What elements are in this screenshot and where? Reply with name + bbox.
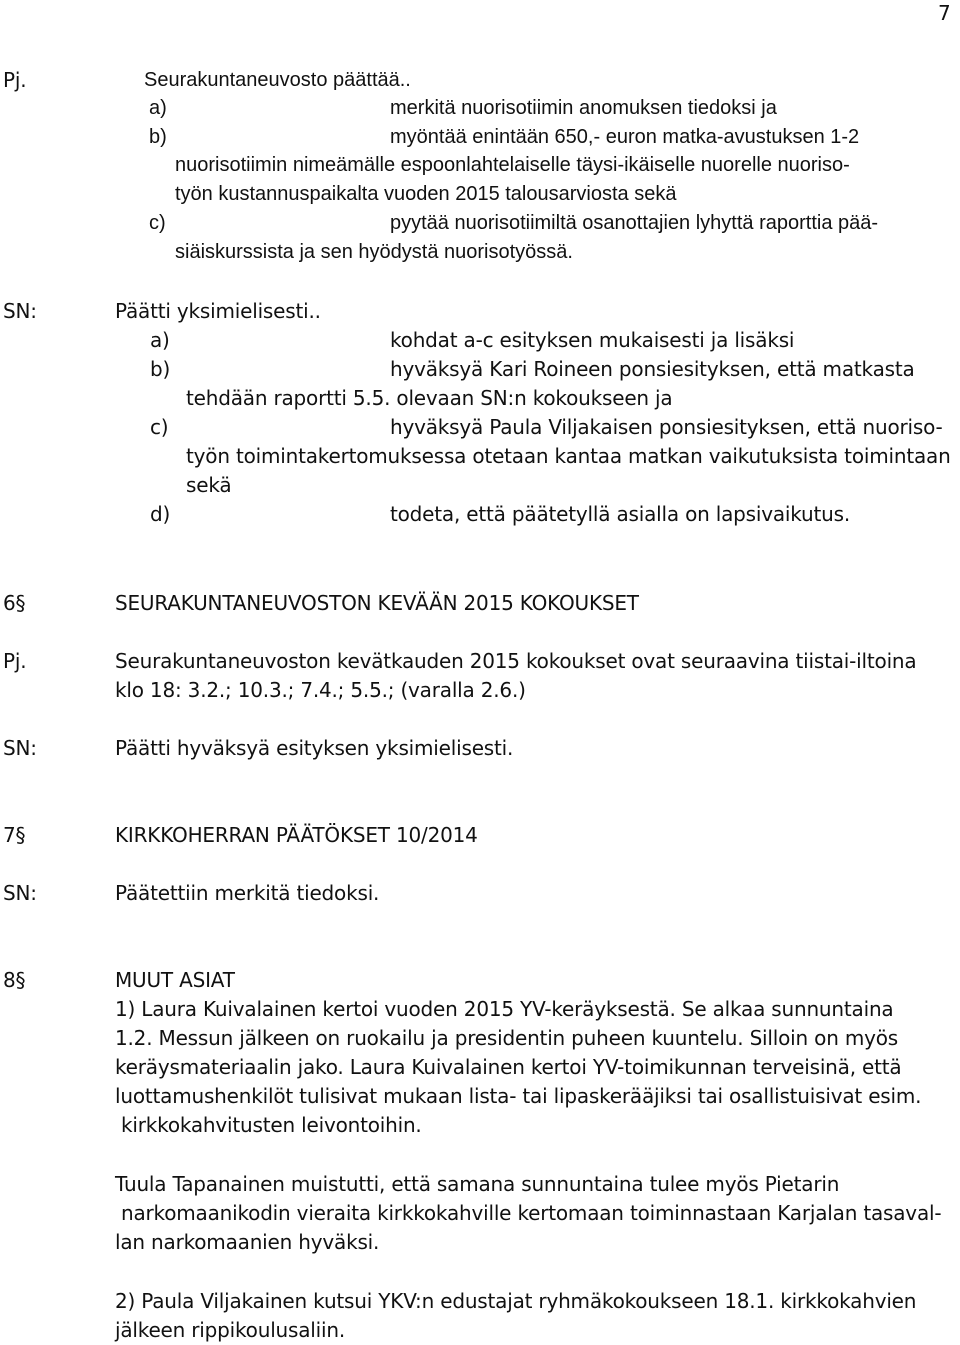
- item-b-label: b): [149, 126, 167, 148]
- page-number: 7: [938, 1, 951, 25]
- paragraph-line: 1) Laura Kuivalainen kertoi vuoden 2015 YV-keräyksestä. Se alkaa sunnuntaina: [115, 997, 894, 1021]
- item-b-text-2: nuorisotiimin nimeämälle espoonlahtelaiselle täysi-ikäiselle nuorelle nuoriso-: [175, 154, 850, 176]
- paragraph-line: keräysmateriaalin jako. Laura Kuivalainen kertoi YV-toimikunnan terveisinä, että: [115, 1055, 902, 1079]
- proposal-text-1: Seurakuntaneuvoston kevätkauden 2015 kokoukset ovat seuraavina tiistai-iltoina: [115, 649, 917, 673]
- decision-b-label: b): [150, 357, 171, 381]
- proposal-intro: Seurakuntaneuvosto päättää..: [144, 69, 411, 91]
- section-number: 6§: [3, 591, 26, 615]
- decision-text: Päätti hyväksyä esityksen yksimielisesti.: [115, 736, 514, 760]
- paragraph-line: 1.2. Messun jälkeen on ruokailu ja presidentin puheen kuuntelu. Silloin on myös: [115, 1026, 898, 1050]
- decision-c-text-1: hyväksyä Paula Viljakaisen ponsiesityksen, että nuoriso-: [390, 415, 943, 439]
- decision-c-label: c): [150, 415, 169, 439]
- paragraph-line: Tuula Tapanainen muistutti, että samana sunnuntaina tulee myös Pietarin: [115, 1172, 840, 1196]
- paragraph-line: lan narkomaanien hyväksi.: [115, 1230, 380, 1254]
- sn-label: SN:: [3, 299, 37, 323]
- decision-intro: Päätti yksimielisesti..: [115, 299, 321, 323]
- item-a-text: merkitä nuorisotiimin anomuksen tiedoksi ja: [390, 97, 777, 119]
- sn-label: SN:: [3, 736, 37, 760]
- decision-d-text: todeta, että päätetyllä asialla on lapsivaikutus.: [390, 502, 851, 526]
- decision-c-text-2: työn toimintakertomuksessa otetaan kantaa matkan vaikutuksista toimintaan: [186, 444, 951, 468]
- section-heading: KIRKKOHERRAN PÄÄTÖKSET 10/2014: [115, 823, 478, 847]
- sn-label: SN:: [3, 881, 37, 905]
- paragraph-line: luottamushenkilöt tulisivat mukaan lista- tai lipaskerääjiksi tai osallistuisivat esim.: [115, 1084, 922, 1108]
- decision-a-text: kohdat a-c esityksen mukaisesti ja lisäksi: [390, 328, 795, 352]
- pj-label: Pj.: [3, 649, 27, 673]
- decision-b-text-1: hyväksyä Kari Roineen ponsiesityksen, että matkasta: [390, 357, 915, 381]
- proposal-text-2: klo 18: 3.2.; 10.3.; 7.4.; 5.5.; (varalla 2.6.): [115, 678, 526, 702]
- decision-a-label: a): [150, 328, 170, 352]
- item-a-label: a): [149, 97, 167, 119]
- item-c-label: c): [149, 212, 166, 234]
- paragraph-line: kirkkokahvitusten leivontoihin.: [121, 1113, 422, 1137]
- decision-d-label: d): [150, 502, 171, 526]
- pj-label: Pj.: [3, 68, 27, 92]
- decision-c-text-3: sekä: [186, 473, 232, 497]
- decision-b-text-2: tehdään raportti 5.5. olevaan SN:n kokoukseen ja: [186, 386, 673, 410]
- section-number: 7§: [3, 823, 26, 847]
- decision-text: Päätettiin merkitä tiedoksi.: [115, 881, 380, 905]
- item-b-text-3: työn kustannuspaikalta vuoden 2015 talousarviosta sekä: [175, 183, 677, 205]
- section-number: 8§: [3, 968, 26, 992]
- item-c-text-2: siäiskurssista ja sen hyödystä nuorisotyössä.: [175, 241, 573, 263]
- section-heading: MUUT ASIAT: [115, 968, 235, 992]
- paragraph-line: jälkeen rippikoulusaliin.: [115, 1318, 346, 1342]
- item-c-text-1: pyytää nuorisotiimiltä osanottajien lyhyttä raporttia pää-: [390, 212, 879, 234]
- paragraph-line: narkomaanikodin vieraita kirkkokahville kertomaan toiminnastaan Karjalan tasaval-: [121, 1201, 942, 1225]
- section-heading: SEURAKUNTANEUVOSTON KEVÄÄN 2015 KOKOUKSET: [115, 591, 639, 615]
- item-b-text-1: myöntää enintään 650,- euron matka-avustuksen 1-2: [390, 126, 860, 148]
- paragraph-line: 2) Paula Viljakainen kutsui YKV:n edustajat ryhmäkokoukseen 18.1. kirkkokahvien: [115, 1289, 917, 1313]
